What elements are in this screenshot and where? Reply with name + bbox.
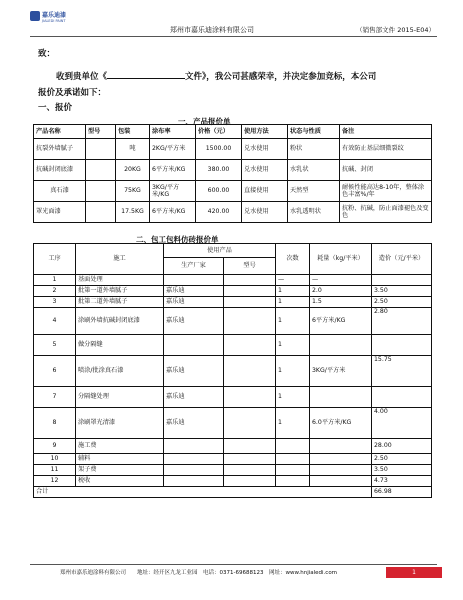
table2-cell (372, 335, 432, 356)
table2-cell (310, 454, 372, 465)
table2-header-consumption: 耗量（kg/平米） (310, 244, 372, 275)
table2-cell: 喷涂/批涂真石漆 (76, 356, 164, 387)
table2-cell: 4.73 (372, 476, 432, 487)
table2-cell: 嘉乐迪 (164, 297, 224, 308)
table1-cell (86, 160, 116, 181)
table1-cell: 真石漆 (34, 181, 86, 202)
table2-cell: 1 (276, 286, 310, 297)
table-row (34, 297, 432, 308)
table1-cell: 1500.00 (196, 139, 242, 160)
table1-cell: 兑水使用 (242, 160, 288, 181)
company-logo (30, 9, 67, 31)
table1-cell: 2KG/平方米 (150, 139, 196, 160)
table2-header-work: 施工 (76, 244, 164, 275)
table1-cell: 粉状 (288, 139, 340, 160)
table1-cell: 抗碱封闭底漆 (34, 160, 86, 181)
table2-cell: 嘉乐迪 (164, 356, 224, 387)
table2-cell (224, 286, 276, 297)
table2-cell (372, 387, 432, 408)
table1-cell: 17.5KG (116, 202, 150, 223)
table1-cell: 水乳透明状 (288, 202, 340, 223)
table2-cell: 嘉乐迪 (164, 408, 224, 439)
construction-quote-table (33, 243, 432, 498)
table1-cell: 380.00 (196, 160, 242, 181)
table2-cell (224, 387, 276, 408)
table1-header-row (34, 125, 432, 139)
table2-cell (224, 454, 276, 465)
table-row (34, 465, 432, 476)
logo-english-name: JIALEDI PAINT (42, 19, 66, 23)
table2-cell: 批第一道外墙腻子 (76, 286, 164, 297)
table1-header-cell: 包装 (116, 125, 150, 139)
table2-cell: 1 (276, 408, 310, 439)
table2-cell: 3.50 (372, 465, 432, 476)
page-header (30, 6, 437, 37)
table2-header-step: 工序 (34, 244, 76, 275)
page-number: 1 (386, 567, 442, 578)
table1-cell: 有效防止基层细微裂纹 (340, 139, 432, 160)
page-footer (30, 564, 437, 579)
table1-cell: 600.00 (196, 181, 242, 202)
table1-cell: 吨 (116, 139, 150, 160)
table1-header-cell: 涂布率 (150, 125, 196, 139)
table1-cell: 420.00 (196, 202, 242, 223)
table1-cell: 75KG (116, 181, 150, 202)
table-row (34, 387, 432, 408)
table1-cell: 抗粉、抗碱，防止面漆褪色及变色 (340, 202, 432, 223)
table2-cell (224, 335, 276, 356)
table2-cell (276, 476, 310, 487)
table2-cell: 1.5 (310, 297, 372, 308)
table2-cell: 1 (276, 356, 310, 387)
table2-total-label: 合计 (34, 487, 372, 498)
section-quote-title: 一、报价 (38, 103, 73, 113)
table2-cell (276, 439, 310, 454)
table2-cell: 嘉乐迪 (164, 308, 224, 335)
table2-cell: 辅料 (76, 454, 164, 465)
table2-cell: 6 (34, 356, 76, 387)
table1-caption: 一、产品报价单 (178, 117, 231, 126)
document-name-blank (107, 70, 185, 79)
table2-cell: 7 (34, 387, 76, 408)
table2-cell: 1 (276, 297, 310, 308)
header-company-name: 郑州市嘉乐迪涂料有限公司 (170, 26, 254, 34)
table2-header-price: 造价（元/平米） (372, 244, 432, 275)
table1-cell: 抗裂外墙腻子 (34, 139, 86, 160)
table-row (34, 308, 432, 335)
table1-cell: 天然型 (288, 181, 340, 202)
table2-cell: 8 (34, 408, 76, 439)
table2-cell (164, 275, 224, 286)
table2-cell (224, 439, 276, 454)
table2-cell (372, 275, 432, 286)
table2-cell (224, 297, 276, 308)
table1-header-cell: 状态与性质 (288, 125, 340, 139)
table2-header-row (34, 244, 432, 258)
table-row (34, 335, 432, 356)
table2-total-value: 66.98 (372, 487, 432, 498)
table2-cell: 11 (34, 465, 76, 476)
table2-cell (164, 439, 224, 454)
table2-cell (224, 465, 276, 476)
table2-cell: 嘉乐迪 (164, 387, 224, 408)
table2-cell (310, 387, 372, 408)
table2-cell: 2.50 (372, 454, 432, 465)
logo-mark-icon (30, 11, 40, 21)
table-row (34, 286, 432, 297)
table1-cell: 20KG (116, 160, 150, 181)
table2-header-model: 型号 (224, 258, 276, 275)
table2-cell: 10 (34, 454, 76, 465)
table-row (34, 160, 432, 181)
table2-cell (224, 308, 276, 335)
salutation: 致： (38, 49, 56, 59)
table2-cell (224, 476, 276, 487)
table2-cell: 2.80 (372, 308, 432, 335)
table2-cell: 12 (34, 476, 76, 487)
table1-cell (86, 139, 116, 160)
table2-cell: 3.50 (372, 286, 432, 297)
table1-cell: 兑水使用 (242, 202, 288, 223)
table1-cell (86, 181, 116, 202)
table2-cell: 架子费 (76, 465, 164, 476)
table-row (34, 408, 432, 439)
table2-cell (224, 275, 276, 286)
table2-cell: 15.75 (372, 356, 432, 387)
table2-cell (164, 335, 224, 356)
table2-cell: 分隔缝处理 (76, 387, 164, 408)
header-document-number: （销售部文件 2015-E04） (356, 26, 435, 34)
table2-cell: 9 (34, 439, 76, 454)
table1-header-cell: 产品名称 (34, 125, 86, 139)
table1-header-cell: 价格（元） (196, 125, 242, 139)
table2-cell: — (310, 275, 372, 286)
table2-cell: 5 (34, 335, 76, 356)
table-row (34, 202, 432, 223)
table2-cell: 6.0平方米/KG (310, 408, 372, 439)
table2-cell: 1 (276, 335, 310, 356)
table2-cell: 做分隔缝 (76, 335, 164, 356)
table1-cell: 罩光面漆 (34, 202, 86, 223)
table1-header-cell: 使用方法 (242, 125, 288, 139)
table2-cell: — (276, 275, 310, 286)
table-row (34, 454, 432, 465)
table2-header-times: 次数 (276, 244, 310, 275)
table2-cell (276, 454, 310, 465)
table1-cell: 兑水使用 (242, 139, 288, 160)
table2-cell: 6平方米/KG (310, 308, 372, 335)
table2-cell (310, 335, 372, 356)
table2-cell: 涂刷外墙抗碱封闭底漆 (76, 308, 164, 335)
table-row (34, 275, 432, 286)
table2-cell: 涂刷罩光清漆 (76, 408, 164, 439)
table-row (34, 139, 432, 160)
product-quote-table (33, 124, 432, 223)
table-row (34, 181, 432, 202)
table2-cell: 3 (34, 297, 76, 308)
logo-name: 嘉乐迪漆 (42, 12, 67, 19)
table-row (34, 476, 432, 487)
table-row (34, 356, 432, 387)
table2-cell: 2 (34, 286, 76, 297)
table2-cell: 1 (34, 275, 76, 286)
table2-cell (224, 408, 276, 439)
table2-cell (310, 439, 372, 454)
table1-cell: 水乳状 (288, 160, 340, 181)
letter-line-1-start: 收到贵单位《 (56, 72, 108, 82)
table2-header-product: 使用产品 (164, 244, 276, 258)
table1-cell: 抗碱、封闭 (340, 160, 432, 181)
table1-cell: 6平方米/KG (150, 202, 196, 223)
table2-cell: 施工费 (76, 439, 164, 454)
table2-cell (310, 476, 372, 487)
table-row (34, 439, 432, 454)
table2-cell (164, 465, 224, 476)
table2-cell: 3KG/平方米 (310, 356, 372, 387)
table1-cell: 6平方米/KG (150, 160, 196, 181)
table2-caption: 二、包工包料仿砖报价单 (136, 235, 219, 244)
table2-cell: 1 (276, 387, 310, 408)
table2-cell: 4 (34, 308, 76, 335)
table2-cell: 1 (276, 308, 310, 335)
letter-line-1 (56, 70, 376, 82)
table1-header-cell: 备注 (340, 125, 432, 139)
table2-cell (164, 454, 224, 465)
table2-cell (164, 476, 224, 487)
table2-cell: 4.00 (372, 408, 432, 439)
table2-cell: 2.0 (310, 286, 372, 297)
table2-cell: 嘉乐迪 (164, 286, 224, 297)
table2-cell (224, 356, 276, 387)
table2-cell: 批第二道外墙腻子 (76, 297, 164, 308)
table2-cell: 2.50 (372, 297, 432, 308)
table2-total-row (34, 487, 432, 498)
table1-header-cell: 型号 (86, 125, 116, 139)
letter-line-2: 报价及承诺如下： (38, 88, 107, 98)
table2-header-maker: 生产厂家 (164, 258, 224, 275)
letter-line-1-end: 文件》，我公司甚感荣幸，并决定参加竞标，本公司 (185, 72, 377, 82)
table2-cell (276, 465, 310, 476)
table2-cell (310, 465, 372, 476)
table2-cell: 28.00 (372, 439, 432, 454)
table2-cell: 基面处理 (76, 275, 164, 286)
table1-cell (86, 202, 116, 223)
table1-cell: 耐候性能高达8-10年，整体涂色丰富%/年 (340, 181, 432, 202)
footer-contact-info: 郑州市嘉乐迪涂料有限公司 地址：经开区九龙工业园 电话：0371-69688123 网址：www.hnjialedi.com (60, 570, 338, 576)
table1-cell: 3KG/平方米/KG (150, 181, 196, 202)
table2-cell: 税收 (76, 476, 164, 487)
table1-cell: 直接使用 (242, 181, 288, 202)
